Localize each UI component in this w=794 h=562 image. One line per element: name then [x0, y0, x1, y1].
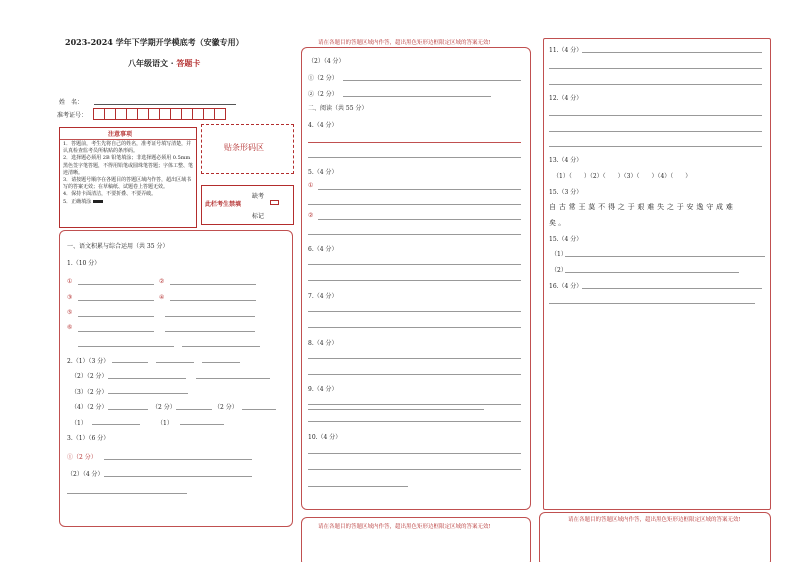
- q9-line-1[interactable]: [308, 404, 521, 405]
- q7-label: 7.（4 分）: [308, 293, 338, 300]
- q1-blank-3[interactable]: [78, 300, 154, 301]
- q15-label: 15.（4 分）: [549, 236, 583, 243]
- q1-blank-3-num: ③: [67, 294, 73, 301]
- subject-label: 八年级语文 ·: [128, 58, 177, 68]
- q4-line-2[interactable]: [308, 157, 521, 158]
- q1-blank-1[interactable]: [78, 284, 154, 285]
- q1-blank-1-num: ①: [67, 278, 73, 285]
- notice-title: 注意事项: [108, 131, 133, 138]
- q2-4-part-b: （2 分）: [152, 404, 176, 411]
- q2-cont-2-blank[interactable]: [343, 96, 491, 97]
- notice-list: [63, 141, 195, 206]
- barcode-label: 贴条形码区: [224, 143, 264, 152]
- q1-blank-4-num: ④: [159, 294, 165, 301]
- student-id-boxes[interactable]: [93, 108, 237, 120]
- q3-1-blank[interactable]: [104, 459, 252, 460]
- q3-2-blank-a[interactable]: [104, 476, 252, 477]
- q15-1-label: （1）: [551, 251, 567, 258]
- q9-line-2[interactable]: [308, 409, 484, 410]
- name-label: 姓 名：: [59, 99, 84, 106]
- q1-blank-7-num: ⑥: [67, 324, 73, 331]
- q2-4-sub2-blank[interactable]: [180, 424, 224, 425]
- q8-line-2[interactable]: [308, 374, 521, 375]
- q11-label: 11.（4 分）: [549, 47, 583, 54]
- q2-1-blank-b[interactable]: [156, 362, 194, 363]
- q1-blank-9[interactable]: [78, 346, 174, 347]
- q2-4-sub1-blank[interactable]: [92, 424, 140, 425]
- q5-2-line[interactable]: [318, 219, 521, 220]
- q3-label: 3.（1）（6 分）: [67, 435, 110, 442]
- q2-4-part-c: （2 分）: [214, 404, 238, 411]
- q15-1-line[interactable]: [565, 256, 765, 257]
- q3-2-label: （2）（4 分）: [67, 471, 104, 478]
- q12-line-2[interactable]: [549, 131, 762, 132]
- q16-label: 16.（4 分）: [549, 283, 583, 290]
- q2-1-blank-a[interactable]: [112, 362, 148, 363]
- notice-item: 2．选择题必须用 2B 铅笔填涂；非选择题必须用 0.5mm 黑色签字笔答题，不得用铅笔或圆珠笔答题；字体工整、笔迹清晰。: [63, 155, 194, 176]
- q2-2-blank-b[interactable]: [196, 378, 270, 379]
- q11-line-2[interactable]: [549, 68, 762, 69]
- q3-1-label: ①（2 分）: [67, 454, 97, 461]
- q2-cont-1-blank[interactable]: [343, 80, 521, 81]
- q5-label: 5.（4 分）: [308, 169, 338, 176]
- q5-1-line[interactable]: [318, 189, 521, 190]
- q7-line-1[interactable]: [308, 311, 521, 312]
- absent-checkbox[interactable]: [270, 200, 279, 205]
- notice-item: 3．请按题号顺序在各题目的答题区域内作答，超出区域书写的答案无效；在草稿纸、试题卷上答题无效。: [63, 177, 192, 191]
- q1-blank-7[interactable]: [78, 331, 154, 332]
- q2-4-blank-a[interactable]: [108, 409, 148, 410]
- exam-title: 2023-2024 学年下学期开学模底考（安徽专用）: [65, 37, 244, 47]
- section-one-title: 一、语文积累与综合运用（共 35 分）: [67, 243, 169, 250]
- q4-label: 4.（4 分）: [308, 122, 338, 129]
- answer-card-label: 答题卡: [176, 58, 201, 68]
- q5-2-num: ②: [308, 212, 314, 219]
- q2-3-label: （3）（2 分）: [71, 389, 108, 396]
- student-id-label: 准考证号：: [57, 112, 88, 119]
- q10-line-2[interactable]: [308, 469, 521, 470]
- bottom-banner-col2: 请在各题目的答题区域内作答，超出黑色矩形边框限定区域的答案无效!: [318, 524, 491, 530]
- q12-label: 12.（4 分）: [549, 95, 583, 102]
- q9-label: 9.（4 分）: [308, 386, 338, 393]
- q16-line-1[interactable]: [582, 288, 762, 289]
- right-panel: [543, 38, 771, 510]
- classical-sentence-end: 矣 。: [549, 219, 566, 227]
- q5-1-num: ①: [308, 182, 314, 189]
- q2-1-blank-c[interactable]: [202, 362, 240, 363]
- q1-blank-4[interactable]: [170, 300, 256, 301]
- q6-label: 6.（4 分）: [308, 246, 338, 253]
- q10-line-1[interactable]: [308, 453, 521, 454]
- q2-1-label: 2.（1）（3 分）: [67, 358, 110, 365]
- q4-line-1[interactable]: [308, 142, 521, 143]
- absent-note: 此栏考生禁填: [205, 201, 242, 208]
- q2-2-label: （2）（2 分）: [71, 373, 108, 380]
- q15-2-label: （2）: [551, 267, 567, 274]
- q1-blank-2-num: ②: [159, 278, 165, 285]
- q10-label: 10.（4 分）: [308, 434, 342, 441]
- q1-blank-5[interactable]: [78, 316, 154, 317]
- notice-item: 1．答题前，考生先将自己的姓名，准考证号填写清楚，并认真检查监考员所粘贴的条形码。: [63, 141, 192, 155]
- q6-line-1[interactable]: [308, 264, 521, 265]
- q8-label: 8.（4 分）: [308, 340, 338, 347]
- q2-4-sub1-label: （1）: [71, 420, 87, 427]
- notice-item: 4．保持卡面清洁，不要折叠、不要弄破。: [63, 191, 157, 198]
- classical-sentence: 自 古 常 王 莫 不 得 之 于 艰 难 失 之 于 安 逸 守 成 难: [549, 203, 734, 211]
- q2-4-label: （4）（2 分）: [71, 404, 108, 411]
- q13-label: 13.（4 分）: [549, 157, 583, 164]
- q3-2-blank-b[interactable]: [67, 493, 187, 494]
- q2-4-blank-c[interactable]: [242, 409, 276, 410]
- name-line[interactable]: [94, 104, 236, 105]
- q11-line-1[interactable]: [582, 52, 762, 53]
- section-two-title: 二、阅读（共 55 分）: [308, 105, 368, 112]
- q2-4-blank-b[interactable]: [176, 409, 212, 410]
- q6-line-2[interactable]: [308, 280, 521, 281]
- notice-item: 5．正确填涂: [63, 199, 195, 206]
- q1-blank-8[interactable]: [165, 331, 255, 332]
- q14-label: 15.（3 分）: [549, 189, 583, 196]
- exam-subtitle: [128, 58, 200, 69]
- q9-line-3[interactable]: [308, 421, 521, 422]
- absent-mark-label: 标记: [252, 213, 265, 220]
- barcode-area: [201, 124, 294, 174]
- notice-box: [59, 127, 197, 228]
- q15-2-line[interactable]: [565, 272, 739, 273]
- q10-line-3[interactable]: [308, 486, 408, 487]
- filled-example-mark: [93, 200, 103, 203]
- absent-box: [201, 185, 294, 225]
- q1-label: 1.（10 分）: [67, 260, 101, 267]
- top-banner-col2: 请在各题目的答题区域内作答，超出黑色矩形边框限定区域的答案无效!: [318, 40, 491, 46]
- q2-cont-label: （2）（4 分）: [308, 58, 345, 65]
- q5-2-line-2[interactable]: [308, 234, 521, 235]
- q2-3-blank[interactable]: [108, 393, 188, 394]
- q7-line-2[interactable]: [308, 327, 521, 328]
- q2-4-sub2-label: （1）: [157, 420, 173, 427]
- q1-blank-2[interactable]: [170, 284, 256, 285]
- q5-1-line-2[interactable]: [308, 204, 521, 205]
- bottom-banner-col3: 请在各题目的答题区域内作答，超出黑色矩形边框限定区域的答案无效!: [568, 517, 741, 523]
- q8-line-1[interactable]: [308, 358, 521, 359]
- q11-line-3[interactable]: [549, 84, 762, 85]
- q12-line-1[interactable]: [549, 115, 762, 116]
- q2-cont-1-label: ①（2 分）: [308, 75, 338, 82]
- q1-blank-5-num: ⑤: [67, 309, 73, 316]
- q13-choices[interactable]: （1）（ ）（2）（ ）（3）（ ）（4）（ ）: [553, 173, 692, 180]
- q1-blank-10[interactable]: [182, 346, 260, 347]
- q16-line-2[interactable]: [549, 303, 755, 304]
- q12-line-3[interactable]: [549, 146, 762, 147]
- q1-blank-6[interactable]: [165, 316, 255, 317]
- q2-cont-2-label: ②（2 分）: [308, 91, 338, 98]
- q2-2-blank-a[interactable]: [108, 378, 186, 379]
- absent-label: 缺考: [252, 193, 265, 200]
